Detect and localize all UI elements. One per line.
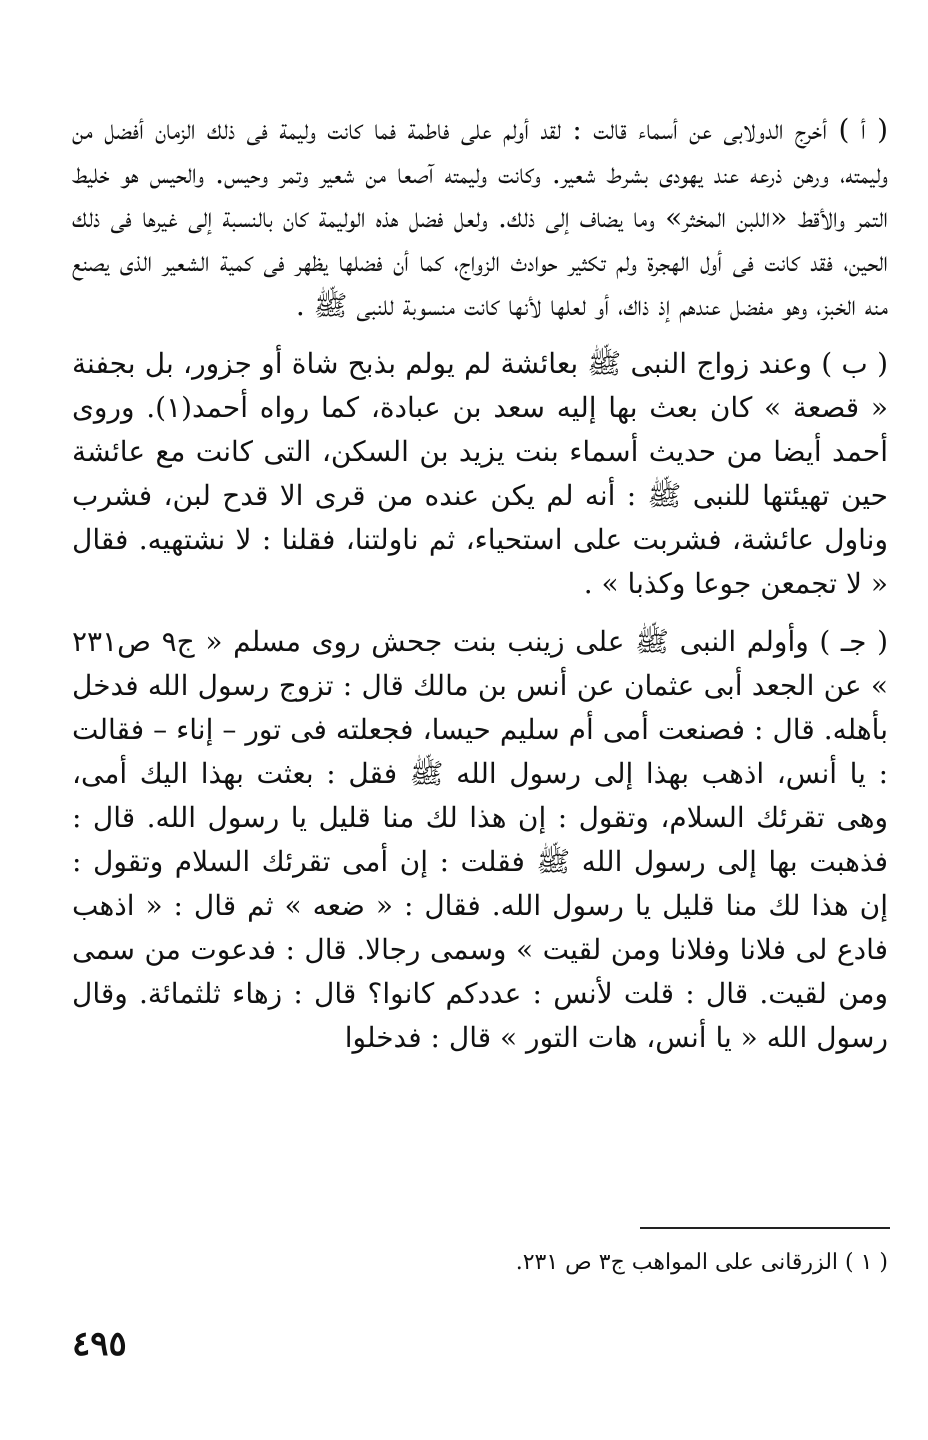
footnote: ( ١ ) الزرقانى على المواهب ج٣ ص ٢٣١. (515, 1250, 888, 1275)
paragraph-ba: ( ب ) وعند زواج النبى ﷺ بعائشة لم يولم بذبح شاة أو جزور، بل بجفنة « قصعة » كان بعث بها إليه سعد بن عبادة، كما رواه أحمد(١). وروى أحمد أيضا من حديث أسماء بنت يزيد بن السكن، التى كانت مع عائشة حين تهيئتها للنبى ﷺ : أنه لم يكن عنده من قرى الا قدح لبن، فشرب وناول عائشة، فشربت على استحياء، ثم ناولتنا، فقلنا : لا نشتهيه. فقال « لا تجمعن جوعا وكذبا » . (72, 347, 888, 600)
paragraph-alif: ( أ ) أخرج الدولابى عن أسماء قالت : لقد أولم على فاطمة فما كانت وليمة فى ذلك الزمان أفضل من وليمته، ورهن ذرعه عند يهودى بشرط شعير. وكانت وليمته آصعا من شعير وتمر وحيس. والحيس هو خليط التمر والأقط «اللبن المخثر» وما يضاف إلى ذلك. ولعل فضل هذه الوليمة كان بالنسبة إلى غيرها فى ذلك الحين، فقد كانت فى أول الهجرة ولم تكثير حوادث الزواج، كما أن فضلها يظهر فى كمية الشعير الذى يصنع منه الخبز، وهو مفضل عندهم إذ ذاك، أو لعلها لأنها كانت منسوبة للنبى ﷺ . (72, 113, 888, 322)
page-body (72, 108, 888, 1074)
page-number: ٤٩٥ (72, 1324, 127, 1364)
footnote-divider (640, 1227, 890, 1229)
paragraph-jim: ( جـ ) وأولم النبى ﷺ على زينب بنت جحش روى مسلم « ج٩ ص٢٣١ » عن الجعد أبى عثمان عن أنس بن مالك قال : تزوج رسول الله فدخل بأهله. قال : فصنعت أمى أم سليم حيسا، فجعلته فى تور – إناء – فقالت : يا أنس، اذهب بهذا إلى رسول الله ﷺ فقل : بعثت بهذا اليك أمى، وهى تقرئك السلام، وتقول : إن هذا لك منا قليل يا رسول الله. قال : فذهبت بها إلى رسول الله ﷺ فقلت : إن أمى تقرئك السلام وتقول : إن هذا لك منا قليل يا رسول الله. فقال : « ضعه » ثم قال : « اذهب فادع لى فلانا وفلانا ومن لقيت » وسمى رجالا. قال : فدعوت من سمى ومن لقيت. قال : قلت لأنس : عددكم كانوا؟ قال : زهاء ثلثمائة. وقال رسول الله « يا أنس، هات التور » قال : فدخلوا (72, 625, 888, 1054)
